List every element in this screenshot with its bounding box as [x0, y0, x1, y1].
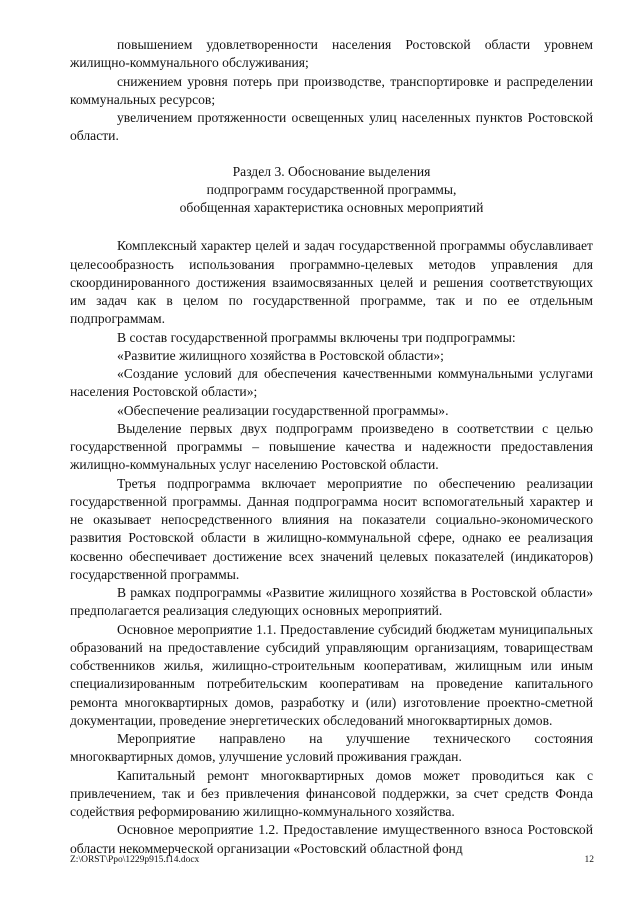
body-paragraph: Выделение первых двух подпрограмм произведено в соответствии с целью государственной программы – повышение качества и надежности предоставления жилищно-коммунальных услуг населению Ростовской области.: [70, 420, 593, 473]
body-paragraph: Основное мероприятие 1.1. Предоставление субсидий бюджетам муниципальных образований на предоставление субсидий управляющим организациям, товариществам собственников жилья, жилищно-строительным кооперативам, жилищным или иным специализированным потребительским кооперативам на проведение капитального ремонта многоквартирных домов, разработку и (или) изготовление проектно-сметной документации, проведение энергетических обследований многоквартирных домов.: [70, 621, 593, 728]
body-paragraph: Капитальный ремонт многоквартирных домов может проводиться как с привлечением, так и без привлечения финансовой поддержки, за счет средств Фонда содействия реформированию жилищно-коммунального хозяйства.: [70, 767, 593, 819]
section-heading-line: обобщенная характеристика основных мероприятий: [179, 200, 484, 215]
document-body: [70, 36, 593, 858]
body-paragraph: «Развитие жилищного хозяйства в Ростовской области»;: [117, 347, 444, 363]
intro-paragraph: увеличением протяженности освещенных улиц населенных пунктов Ростовской области.: [70, 110, 593, 144]
intro-paragraph: снижением уровня потерь при производстве, транспортировке и распределении коммунальных ресурсов;: [70, 73, 593, 107]
body-paragraph: Основное мероприятие 1.2. Предоставление имущественного взноса Ростовской области некоммерческой организации «Ростовский областной фонд: [70, 822, 593, 856]
body-paragraph: В рамках подпрограммы «Развитие жилищного хозяйства в Ростовской области» предполагается реализация следующих основных мероприятий.: [70, 585, 593, 619]
body-paragraph: Комплексный характер целей и задач государственной программы обуславливает целесообразность использования программно-целевых методов управления для скоординированного достижения взаимосвязанных целей и решения соответствующих им задач как в целом по государственной программе, так и по ее отдельным подпрограммам.: [70, 238, 593, 327]
body-paragraph: В состав государственной программы включены три подпрограммы:: [117, 329, 516, 345]
body-paragraph: «Создание условий для обеспечения качественными коммунальными услугами населения Ростовской области»;: [70, 366, 593, 400]
body-paragraph: Третья подпрограмма включает мероприятие по обеспечению реализации государственной программы. Данная подпрограмма носит вспомогательный характер и не оказывает непосредственного влияния на показатели социально-экономического развития Ростовской области в жилищно-коммунальной сфере, однако ее реализация косвенно обеспечивает достижение всех значений целевых показателей (индикаторов) государственной программы.: [70, 475, 593, 582]
footer-file-path: Z:\ORST\Ppo\1229p915.f14.docx: [70, 855, 200, 865]
section-heading: [70, 163, 593, 218]
section-heading-line: Раздел 3. Обоснование выделения: [232, 163, 431, 179]
page-footer: [70, 855, 594, 865]
page-number: 12: [584, 855, 594, 865]
body-paragraph: Мероприятие направлено на улучшение технического состояния многоквартирных домов, улучшение условий проживания граждан.: [70, 731, 593, 765]
body-paragraph: «Обеспечение реализации государственной программы».: [117, 402, 449, 418]
section-heading-line: подпрограмм государственной программы,: [206, 181, 457, 197]
intro-paragraph: повышением удовлетворенности населения Ростовской области уровнем жилищно-коммунального обслуживания;: [70, 37, 593, 71]
